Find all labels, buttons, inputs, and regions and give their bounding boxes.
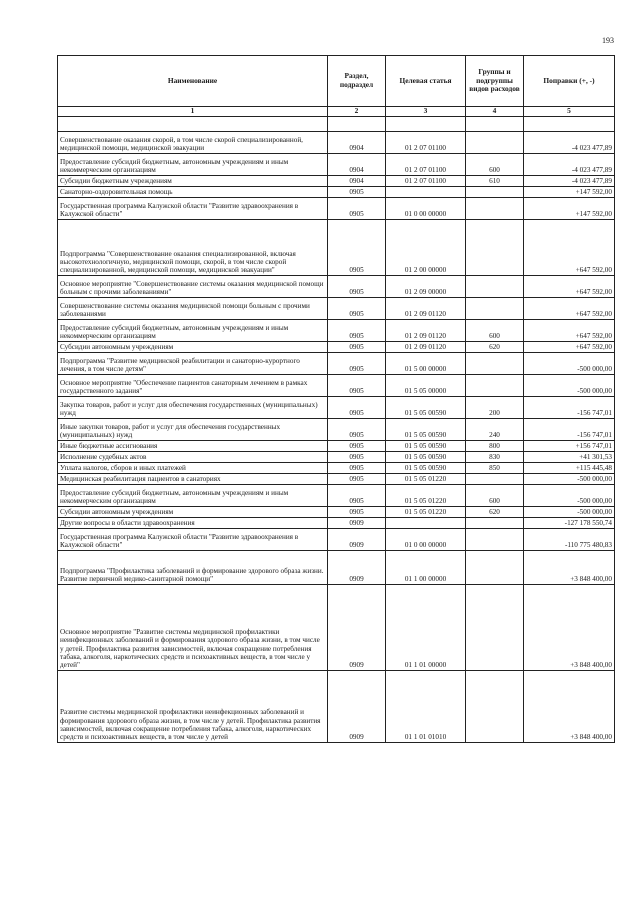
table-row — [58, 517, 615, 528]
row-group-cell — [466, 517, 524, 528]
row-name-cell: Подпрограмма "Совершенствование оказания специализированной, включая высокотехнологичную, медицинской помощи, скорой, в том числе скорой специализированной, медицинской помощи, медицинской эвакуации" — [58, 219, 328, 275]
row-group-cell: 240 — [466, 418, 524, 440]
row-amount-cell: -127 178 550,74 — [524, 517, 615, 528]
row-group-cell: 600 — [466, 319, 524, 341]
row-amount-cell: -500 000,00 — [524, 506, 615, 517]
row-target-cell: 01 2 07 01100 — [386, 131, 466, 153]
row-group-cell: 830 — [466, 451, 524, 462]
table-row — [58, 506, 615, 517]
row-name-cell: Предоставление субсидий бюджетным, автономным учреждениям и иным некоммерческим организациям — [58, 153, 328, 175]
row-target-cell: 01 2 07 01100 — [386, 175, 466, 186]
table-row — [58, 352, 615, 374]
row-amount-cell: +647 592,00 — [524, 219, 615, 275]
row-name-cell: Исполнение судебных актов — [58, 451, 328, 462]
row-target-cell: 01 1 01 00000 — [386, 584, 466, 670]
row-section-cell: 0905 — [328, 451, 386, 462]
row-section-cell: 0905 — [328, 219, 386, 275]
row-name-cell: Развитие системы медицинской профилактики неинфекционных заболеваний и формирования здорового образа жизни, в том числе у детей. Профилактика развития зависимостей, включая сокращение потребления табака, алкоголя, наркотических средств и психоактивных веществ, в том числе у детей — [58, 670, 328, 742]
row-amount-cell: +147 592,00 — [524, 186, 615, 197]
table-row — [58, 418, 615, 440]
row-group-cell: 600 — [466, 153, 524, 175]
column-number: 1 — [58, 107, 328, 117]
row-target-cell: 01 5 05 00590 — [386, 418, 466, 440]
row-section-cell: 0909 — [328, 550, 386, 584]
row-amount-cell: -110 775 480,83 — [524, 528, 615, 550]
row-amount-cell: +647 592,00 — [524, 341, 615, 352]
row-name-cell: Предоставление субсидий бюджетным, автономным учреждениям и иным некоммерческим организациям — [58, 319, 328, 341]
row-target-cell: 01 0 00 00000 — [386, 197, 466, 219]
row-name-cell: Иные закупки товаров, работ и услуг для обеспечения государственных (муниципальных) нужд — [58, 418, 328, 440]
row-target-cell: 01 5 05 00590 — [386, 462, 466, 473]
table-row — [58, 440, 615, 451]
row-group-cell: 800 — [466, 440, 524, 451]
row-name-cell: Основное мероприятие "Обеспечение пациентов санаторным лечением в рамках государственного задания" — [58, 374, 328, 396]
row-target-cell: 01 5 05 01220 — [386, 506, 466, 517]
table-row — [58, 473, 615, 484]
row-target-cell: 01 0 00 00000 — [386, 528, 466, 550]
column-number: 2 — [328, 107, 386, 117]
table-row — [58, 131, 615, 153]
table-row — [58, 451, 615, 462]
row-name-cell: Субсидии автономным учреждениям — [58, 341, 328, 352]
row-amount-cell: +3 848 400,00 — [524, 584, 615, 670]
row-name-cell: Субсидии бюджетным учреждениям — [58, 175, 328, 186]
row-section-cell: 0905 — [328, 396, 386, 418]
row-target-cell: 01 2 09 01120 — [386, 319, 466, 341]
column-number: 4 — [466, 107, 524, 117]
row-amount-cell: -4 023 477,89 — [524, 175, 615, 186]
row-group-cell — [466, 219, 524, 275]
table-row — [58, 186, 615, 197]
row-group-cell — [466, 275, 524, 297]
row-name-cell: Государственная программа Калужской области "Развитие здравоохранения в Калужской области" — [58, 197, 328, 219]
row-section-cell: 0905 — [328, 418, 386, 440]
table-row — [58, 197, 615, 219]
table-row — [58, 374, 615, 396]
row-name-cell: Субсидии автономным учреждениям — [58, 506, 328, 517]
row-amount-cell: -500 000,00 — [524, 484, 615, 506]
row-amount-cell: +3 848 400,00 — [524, 550, 615, 584]
column-number: 5 — [524, 107, 615, 117]
row-amount-cell: -4 023 477,89 — [524, 153, 615, 175]
table-row — [58, 670, 615, 742]
row-section-cell: 0909 — [328, 528, 386, 550]
table-row — [58, 153, 615, 175]
row-target-cell: 01 2 07 01100 — [386, 153, 466, 175]
row-target-cell: 01 5 05 00000 — [386, 374, 466, 396]
table-row — [58, 462, 615, 473]
row-amount-cell: +3 848 400,00 — [524, 670, 615, 742]
row-group-cell — [466, 473, 524, 484]
row-amount-cell: +156 747,01 — [524, 440, 615, 451]
row-name-cell: Другие вопросы в области здравоохранения — [58, 517, 328, 528]
row-group-cell: 850 — [466, 462, 524, 473]
row-amount-cell: -500 000,00 — [524, 374, 615, 396]
row-amount-cell: +647 592,00 — [524, 297, 615, 319]
row-target-cell: 01 5 05 01220 — [386, 473, 466, 484]
table-row — [58, 550, 615, 584]
row-group-cell — [466, 528, 524, 550]
row-section-cell: 0905 — [328, 186, 386, 197]
row-amount-cell: +115 445,48 — [524, 462, 615, 473]
row-target-cell — [386, 517, 466, 528]
row-name-cell: Предоставление субсидий бюджетным, автономным учреждениям и иным некоммерческим организациям — [58, 484, 328, 506]
row-section-cell: 0904 — [328, 131, 386, 153]
row-amount-cell: +647 592,00 — [524, 319, 615, 341]
row-group-cell — [466, 186, 524, 197]
table-row — [58, 319, 615, 341]
row-name-cell: Государственная программа Калужской области "Развитие здравоохранения в Калужской области" — [58, 528, 328, 550]
row-group-cell — [466, 297, 524, 319]
row-target-cell: 01 2 09 01120 — [386, 297, 466, 319]
row-target-cell: 01 2 09 00000 — [386, 275, 466, 297]
row-target-cell: 01 5 05 00590 — [386, 440, 466, 451]
row-group-cell — [466, 131, 524, 153]
table-row — [58, 584, 615, 670]
spacer-row — [58, 116, 615, 131]
row-amount-cell: +147 592,00 — [524, 197, 615, 219]
row-section-cell: 0905 — [328, 341, 386, 352]
header-groups: Группы и подгруппы видов расходов — [466, 56, 524, 107]
header-target: Целевая статья — [386, 56, 466, 107]
row-section-cell: 0905 — [328, 374, 386, 396]
row-section-cell: 0905 — [328, 319, 386, 341]
row-section-cell: 0905 — [328, 297, 386, 319]
row-amount-cell: +41 301,53 — [524, 451, 615, 462]
row-section-cell: 0905 — [328, 506, 386, 517]
row-target-cell: 01 2 09 01120 — [386, 341, 466, 352]
header-name: Наименование — [58, 56, 328, 107]
row-section-cell: 0905 — [328, 440, 386, 451]
row-name-cell: Совершенствование оказания скорой, в том числе скорой специализированной, медицинской помощи, медицинской эвакуации — [58, 131, 328, 153]
row-name-cell: Иные бюджетные ассигнования — [58, 440, 328, 451]
row-name-cell: Основное мероприятие "Совершенствование системы оказания медицинской помощи больным с прочими заболеваниями" — [58, 275, 328, 297]
table-row — [58, 219, 615, 275]
row-target-cell: 01 1 00 00000 — [386, 550, 466, 584]
row-group-cell — [466, 197, 524, 219]
table-row — [58, 484, 615, 506]
row-name-cell: Подпрограмма "Развитие медицинской реабилитации и санаторно-курортного лечения, в том числе детям" — [58, 352, 328, 374]
row-amount-cell: -156 747,01 — [524, 418, 615, 440]
row-amount-cell: -500 000,00 — [524, 352, 615, 374]
row-section-cell: 0904 — [328, 153, 386, 175]
row-name-cell: Медицинская реабилитация пациентов в санаториях — [58, 473, 328, 484]
column-number-row — [58, 107, 615, 117]
row-name-cell: Совершенствование системы оказания медицинской помощи больным с прочими заболеваниями — [58, 297, 328, 319]
row-name-cell: Санаторно-оздоровительная помощь — [58, 186, 328, 197]
row-section-cell: 0909 — [328, 584, 386, 670]
row-amount-cell: -156 747,01 — [524, 396, 615, 418]
row-group-cell — [466, 584, 524, 670]
row-name-cell: Уплата налогов, сборов и иных платежей — [58, 462, 328, 473]
row-section-cell: 0905 — [328, 462, 386, 473]
row-target-cell: 01 2 00 00000 — [386, 219, 466, 275]
row-section-cell: 0909 — [328, 517, 386, 528]
row-group-cell — [466, 670, 524, 742]
row-section-cell: 0909 — [328, 670, 386, 742]
row-name-cell: Основное мероприятие "Развитие системы медицинской профилактики неинфекционных заболеваний и формирования здорового образа жизни, в том числе у детей. Профилактика развития зависимостей, включая сокращение потребления табака, алкоголя, наркотических средств и психоактивных веществ, в том числе у детей" — [58, 584, 328, 670]
row-section-cell: 0905 — [328, 473, 386, 484]
row-group-cell: 620 — [466, 506, 524, 517]
row-group-cell: 620 — [466, 341, 524, 352]
row-target-cell — [386, 186, 466, 197]
row-amount-cell: -500 000,00 — [524, 473, 615, 484]
table-row — [58, 396, 615, 418]
row-section-cell: 0905 — [328, 197, 386, 219]
row-section-cell: 0905 — [328, 484, 386, 506]
header-amendments: Поправки (+, -) — [524, 56, 615, 107]
row-section-cell: 0904 — [328, 175, 386, 186]
row-group-cell — [466, 550, 524, 584]
row-name-cell: Подпрограмма "Профилактика заболеваний и формирование здорового образа жизни. Развитие первичной медико-санитарной помощи" — [58, 550, 328, 584]
header-section: Раздел, подраздел — [328, 56, 386, 107]
table-row — [58, 175, 615, 186]
table-row — [58, 275, 615, 297]
row-amount-cell: -4 023 477,89 — [524, 131, 615, 153]
row-target-cell: 01 5 05 01220 — [386, 484, 466, 506]
row-section-cell: 0905 — [328, 352, 386, 374]
row-target-cell: 01 1 01 01010 — [386, 670, 466, 742]
row-group-cell: 600 — [466, 484, 524, 506]
row-target-cell: 01 5 00 00000 — [386, 352, 466, 374]
row-target-cell: 01 5 05 00590 — [386, 396, 466, 418]
budget-amendments-table — [57, 55, 615, 743]
table-header-row — [58, 56, 615, 107]
row-group-cell: 610 — [466, 175, 524, 186]
row-group-cell: 200 — [466, 396, 524, 418]
column-number: 3 — [386, 107, 466, 117]
row-group-cell — [466, 374, 524, 396]
page-number: 193 — [602, 36, 614, 45]
table-row — [58, 297, 615, 319]
row-group-cell — [466, 352, 524, 374]
table-row — [58, 528, 615, 550]
row-section-cell: 0905 — [328, 275, 386, 297]
row-target-cell: 01 5 05 00590 — [386, 451, 466, 462]
row-name-cell: Закупка товаров, работ и услуг для обеспечения государственных (муниципальных) нужд — [58, 396, 328, 418]
table-row — [58, 341, 615, 352]
row-amount-cell: +647 592,00 — [524, 275, 615, 297]
